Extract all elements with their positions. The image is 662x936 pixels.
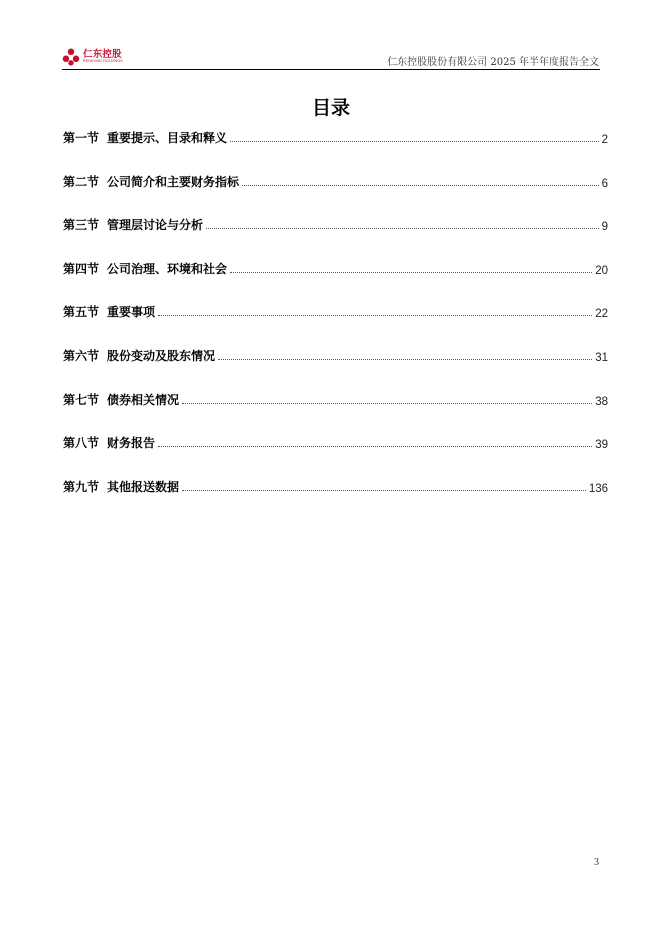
- toc-entry-label: [63, 434, 155, 451]
- toc-dot-leader: [206, 228, 599, 229]
- toc-entry-label: [63, 478, 179, 495]
- toc-dot-leader: [230, 272, 592, 273]
- header-divider: [62, 69, 600, 70]
- toc-section-title: 重要事项: [107, 305, 156, 320]
- toc-section-title: 管理层讨论与分析: [107, 218, 204, 233]
- toc-page-number: 6: [601, 177, 608, 190]
- toc-page-number: 22: [595, 308, 608, 321]
- toc-page-number: 9: [601, 221, 608, 234]
- table-of-contents: [63, 128, 608, 520]
- toc-entry[interactable]: [63, 128, 608, 146]
- toc-section-number: 第四节: [63, 261, 100, 276]
- logo-chinese-text: 仁东控股: [83, 48, 122, 60]
- toc-entry[interactable]: [63, 346, 608, 364]
- toc-section-number: 第五节: [63, 305, 100, 320]
- toc-page-number: 38: [595, 395, 608, 408]
- toc-section-number: 第六节: [63, 348, 100, 363]
- toc-entry-label: [63, 347, 215, 364]
- toc-section-number: 第九节: [63, 479, 100, 494]
- toc-page-number: 20: [595, 264, 608, 277]
- toc-dot-leader: [230, 141, 599, 142]
- toc-page-number: 39: [595, 439, 608, 452]
- toc-entry[interactable]: [63, 302, 608, 320]
- toc-page-number: 136: [588, 482, 608, 495]
- toc-section-number: 第七节: [63, 392, 100, 407]
- toc-entry[interactable]: [63, 172, 608, 190]
- toc-section-title: 公司治理、环境和社会: [107, 261, 228, 276]
- toc-section-title: 重要提示、目录和释义: [107, 131, 228, 145]
- toc-section-title: 债券相关情况: [107, 392, 180, 407]
- company-logo: [62, 46, 123, 68]
- toc-entry-label: [63, 216, 203, 233]
- toc-title: 目录: [311, 97, 350, 119]
- toc-entry-label: [63, 260, 227, 277]
- toc-section-number: 第八节: [63, 436, 100, 451]
- toc-entry[interactable]: [63, 390, 608, 408]
- toc-entry-label: [63, 391, 179, 408]
- toc-dot-leader: [158, 315, 592, 316]
- footer-page-number: 3: [594, 857, 599, 868]
- toc-section-title: 股份变动及股东情况: [107, 348, 216, 363]
- toc-dot-leader: [218, 359, 592, 360]
- toc-section-number: 第一节: [63, 131, 100, 145]
- toc-entry[interactable]: [63, 477, 608, 495]
- toc-section-title: 财务报告: [107, 436, 156, 451]
- toc-entry[interactable]: [63, 259, 608, 277]
- toc-section-number: 第三节: [63, 218, 100, 233]
- toc-page-number: 31: [595, 351, 608, 364]
- toc-dot-leader: [182, 403, 592, 404]
- toc-dot-leader: [242, 185, 599, 186]
- toc-section-title: 公司简介和主要财务指标: [107, 174, 240, 189]
- toc-entry[interactable]: [63, 215, 608, 233]
- toc-section-number: 第二节: [63, 174, 100, 189]
- report-header-title: 仁东控股股份有限公司 2025 年半年度报告全文: [387, 57, 599, 68]
- toc-entry-label: [63, 303, 155, 320]
- logo-english-text: RENDONG HOLDINGS: [83, 59, 123, 64]
- toc-dot-leader: [158, 446, 592, 447]
- toc-entry-label: [63, 173, 239, 190]
- toc-page-number: 2: [601, 134, 608, 146]
- toc-dot-leader: [182, 490, 586, 491]
- toc-entry[interactable]: [63, 433, 608, 451]
- toc-section-title: 其他报送数据: [107, 479, 180, 494]
- company-logo-icon: [62, 48, 80, 66]
- toc-entry-label: [63, 129, 227, 146]
